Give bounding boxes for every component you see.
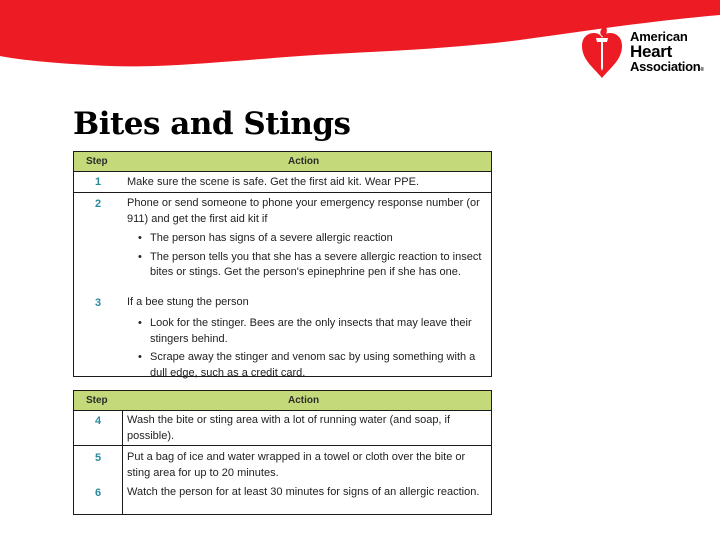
bullet-list <box>138 231 483 284</box>
table-header <box>74 391 491 411</box>
step-number: 3 <box>94 297 102 309</box>
bullet-item: • The person tells you that she has a severe allergic reaction to insect bites or stings. Get the person's epinephrine pen if she has one. <box>138 250 483 281</box>
step-number: 1 <box>94 176 102 188</box>
step-action: If a bee stung the person <box>127 296 249 308</box>
table-row <box>74 411 491 446</box>
bullet-item: • Scrape away the stinger and venom sac by using something with a dull edge, such as a credit card. <box>138 350 483 381</box>
step-action: Put a bag of ice and water wrapped in a towel or cloth over the bite or sting area for up to 20 minutes. <box>127 451 466 479</box>
step-number: 2 <box>94 198 102 210</box>
aha-wordmark <box>630 30 704 73</box>
table-row <box>74 172 491 193</box>
steps-table-1 <box>73 151 492 377</box>
registered-mark: ® <box>700 67 704 73</box>
heart-torch-icon <box>580 24 624 80</box>
step-action: Wash the bite or sting area with a lot of running water (and soap, if possible). <box>127 414 451 442</box>
column-header-step: Step <box>86 395 108 406</box>
step-action: Watch the person for at least 30 minutes for signs of an allergic reaction. <box>127 486 480 498</box>
logo-line-american: American <box>630 29 688 44</box>
column-header-step: Step <box>86 156 108 167</box>
step-number: 4 <box>94 415 102 427</box>
step-number: 6 <box>94 487 102 499</box>
step-action: Phone or send someone to phone your emergency response number (or 911) and get the first aid kit if <box>127 197 480 225</box>
step-action: Make sure the scene is safe. Get the first aid kit. Wear PPE. <box>127 176 420 188</box>
bullet-item: • The person has signs of a severe allergic reaction <box>138 231 483 247</box>
logo-line-heart: Heart <box>630 42 672 61</box>
column-header-action: Action <box>288 156 320 167</box>
bullet-list <box>138 316 483 384</box>
bullet-item: • Look for the stinger. Bees are the only insects that may leave their stingers behind. <box>138 316 483 347</box>
aha-logo <box>578 24 718 80</box>
table-header <box>74 152 491 172</box>
step-number: 5 <box>94 452 102 464</box>
page-title: Bites and Stings <box>73 106 351 142</box>
logo-line-association: Association <box>630 59 701 74</box>
steps-table-2 <box>73 390 492 515</box>
column-header-action: Action <box>288 395 320 406</box>
